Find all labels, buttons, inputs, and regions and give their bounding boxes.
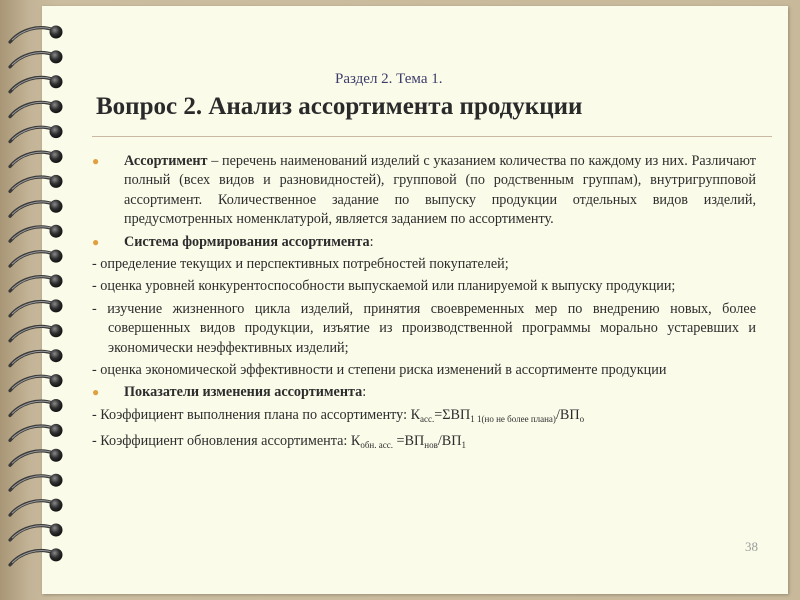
formula-renewal-sub-2: нов bbox=[424, 440, 438, 451]
slide-title: Вопрос 2. Анализ ассортимента продукции bbox=[96, 93, 583, 120]
list-item-risk bbox=[92, 361, 756, 380]
spiral-coil bbox=[10, 250, 63, 267]
spiral-coil bbox=[10, 75, 63, 92]
spiral-coil bbox=[10, 150, 63, 167]
assortment-definition: – перечень наименований изделий с указанием количества по каждому из них. Различают полный (всех видов и разновидностей), групповой (по родственным группам), внутригрупповой ассортимент. Количественное задание по выпуску продукции отдельных видов изделий, предусмотренных номенклатурой, является заданием по ассортименту. bbox=[124, 153, 756, 228]
spiral-coil bbox=[10, 299, 63, 316]
spiral-coil bbox=[10, 225, 63, 242]
list-item-risk-text: - оценка экономической эффективности и степени риска изменений в ассортименте продукции bbox=[92, 362, 667, 379]
spiral-coil bbox=[10, 324, 63, 341]
spiral-coil bbox=[10, 26, 63, 43]
formula-renewal-mid: =ВП bbox=[392, 433, 425, 450]
list-item-competitiveness-text: - оценка уровней конкурентоспособности выпускаемой или планируемой к выпуску продукции; bbox=[92, 278, 676, 295]
section-subtitle: Раздел 2. Тема 1. bbox=[335, 71, 443, 87]
spiral-coil bbox=[10, 424, 63, 441]
formula-renewal-coefficient bbox=[92, 432, 756, 455]
indicators-heading: Показатели изменения ассортимента bbox=[124, 384, 363, 401]
spiral-coil bbox=[10, 548, 63, 565]
spiral-coil bbox=[10, 200, 63, 217]
spiral-coil bbox=[10, 100, 63, 117]
assortment-term: Ассортимент bbox=[124, 153, 208, 169]
list-item-competitiveness bbox=[92, 277, 756, 296]
spiral-coil bbox=[10, 175, 63, 192]
bullet-indicators bbox=[92, 383, 756, 402]
spiral-coil bbox=[10, 449, 63, 466]
bullet-icon: ● bbox=[92, 385, 100, 400]
formula-plan-mid: =ΣВП bbox=[434, 406, 471, 423]
spiral-coil bbox=[10, 125, 63, 142]
formula-plan-label: - Коэффициент выполнения плана по ассортименту: К bbox=[92, 406, 421, 423]
formula-plan-sub-3: о bbox=[579, 413, 585, 424]
formation-system-heading: Система формирования ассортимента bbox=[124, 233, 370, 250]
formula-plan-tail: /ВП bbox=[555, 406, 580, 423]
bullet-formation-system bbox=[92, 233, 756, 252]
spiral-coil bbox=[10, 50, 63, 67]
bullet-icon: ● bbox=[92, 234, 100, 249]
spiral-coil bbox=[10, 275, 63, 292]
formation-system-colon: : bbox=[369, 233, 374, 250]
bullet-assortment bbox=[92, 152, 756, 230]
spiral-coil bbox=[10, 499, 63, 515]
spiral-coil bbox=[10, 524, 63, 541]
formula-plan-sub-2: 1 1(но не более плана) bbox=[470, 413, 556, 424]
formula-renewal-label: - Коэффициент обновления ассортимента: К bbox=[92, 433, 361, 450]
spiral-coil bbox=[10, 399, 63, 416]
indicators-colon: : bbox=[362, 384, 367, 401]
spiral-binding-icon bbox=[4, 14, 66, 574]
formula-plan-sub-1: асс. bbox=[420, 413, 435, 424]
list-item-lifecycle bbox=[92, 300, 756, 358]
page-number: 38 bbox=[745, 539, 758, 554]
slide-content bbox=[92, 152, 756, 459]
bullet-icon: ● bbox=[92, 154, 100, 168]
formula-renewal-tail: /ВП bbox=[437, 433, 462, 450]
spiral-coil bbox=[10, 374, 63, 391]
list-item-lifecycle-text: - изучение жизненного цикла изделий, принятия своевременных мер по внедрению новых, более совершенных видов продукции, изъятие из производственной программы морально устаревших и экономически неэффективных изделий; bbox=[92, 300, 756, 356]
formula-renewal-sub-3: 1 bbox=[461, 440, 466, 451]
spiral-coil bbox=[10, 474, 63, 491]
title-divider bbox=[92, 136, 772, 137]
list-item-needs bbox=[92, 255, 756, 274]
formula-renewal-sub-1: обн. асс. bbox=[360, 440, 393, 451]
spiral-coil bbox=[10, 349, 63, 366]
list-item-needs-text: - определение текущих и перспективных потребностей покупателей; bbox=[92, 256, 509, 273]
formula-plan-coefficient bbox=[92, 406, 756, 429]
